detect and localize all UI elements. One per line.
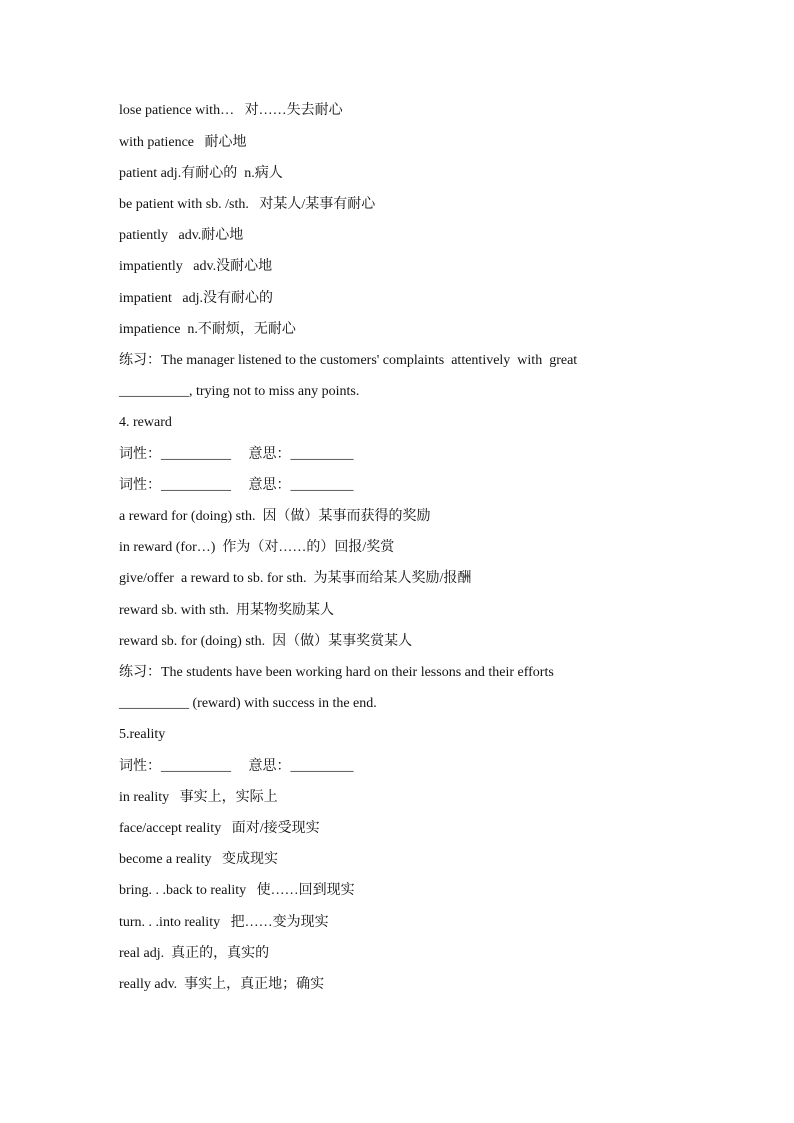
text-line: face/accept reality 面对/接受现实 (119, 821, 320, 836)
text-line: impatiently adv.没耐心地 (119, 259, 273, 274)
fill-in-line: 词性：__________ 意思：_________ (119, 478, 354, 493)
text-line: with patience 耐心地 (119, 135, 247, 150)
text-line: bring. . .back to reality 使……回到现实 (119, 883, 355, 898)
fill-in-line: 词性：__________ 意思：_________ (119, 759, 354, 774)
fill-in-line: 词性：__________ 意思：_________ (119, 447, 354, 462)
text-line: in reality 事实上，实际上 (119, 790, 278, 805)
text-line: give/offer a reward to sb. for sth. 为某事而给某人奖励/报酬 (119, 571, 472, 586)
text-line: impatience n.不耐烦，无耐心 (119, 322, 296, 337)
text-line: impatient adj.没有耐心的 (119, 291, 273, 306)
section-heading: 5.reality (119, 727, 166, 742)
text-line: really adv. 事实上，真正地；确实 (119, 977, 325, 992)
text-line: patient adj.有耐心的 n.病人 (119, 166, 283, 181)
text-line: turn. . .into reality 把……变为现实 (119, 915, 329, 930)
text-line: lose patience with… 对……失去耐心 (119, 103, 343, 118)
exercise-line: __________ (reward) with success in the end. (119, 696, 377, 711)
text-line: patiently adv.耐心地 (119, 228, 244, 243)
exercise-line: 练习：The manager listened to the customers' complaints attentively with great (119, 353, 578, 368)
text-line: in reward (for…) 作为（对……的）回报/奖赏 (119, 540, 395, 555)
exercise-line: 练习：The students have been working hard on their lessons and their efforts (119, 665, 554, 680)
text-line: become a reality 变成现实 (119, 852, 279, 867)
text-line: reward sb. with sth. 用某物奖励某人 (119, 603, 335, 618)
section-heading: 4. reward (119, 415, 172, 430)
text-line: reward sb. for (doing) sth. 因（做）某事奖赏某人 (119, 634, 413, 649)
text-line: a reward for (doing) sth. 因（做）某事而获得的奖励 (119, 509, 431, 524)
text-line: be patient with sb. /sth. 对某人/某事有耐心 (119, 197, 376, 212)
exercise-line: __________, trying not to miss any points. (119, 384, 360, 399)
text-line: real adj. 真正的，真实的 (119, 946, 270, 961)
